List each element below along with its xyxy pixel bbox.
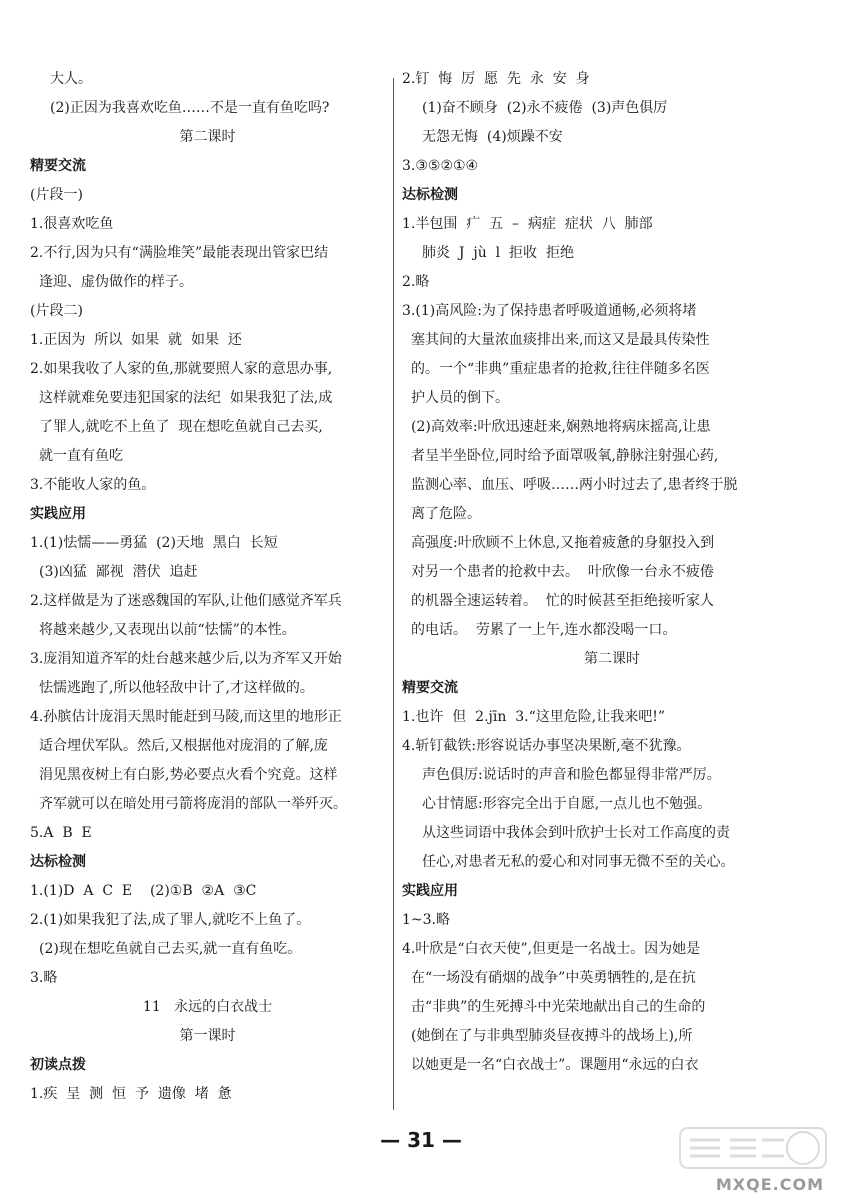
answer-line: 2.略 <box>402 274 430 290</box>
answer-line: 的。一个“非典”重症患者的抢救,往往伴随多名医 <box>411 361 710 377</box>
answer-line: 1.也许 但 2.jīn 3.“这里危险,让我来吧!” <box>402 709 665 725</box>
answer-line: 任心,对患者无私的爱心和对同事无微不至的关心。 <box>422 854 735 870</box>
answer-line: 4.叶欣是“白衣天使”,但更是一名战士。因为她是 <box>402 941 701 957</box>
section-heading: 精要交流 <box>30 158 86 174</box>
answer-line: 对另一个患者的抢救中去。 叶欣像一台永不疲倦 <box>411 564 714 580</box>
answer-line: 的机器全速运转着。 忙的时候甚至拒绝接听家人 <box>411 593 714 609</box>
answer-line: 2.这样做是为了迷惑魏国的军队,让他们感觉齐军兵 <box>30 593 342 609</box>
answer-line: 涓见黑夜树上有白影,势必要点火看个究竟。这样 <box>39 767 338 783</box>
section-heading: 实践应用 <box>402 883 458 899</box>
left-column <box>30 70 385 1114</box>
answer-line: (片段一) <box>30 187 83 203</box>
answer-line: 3.庞涓知道齐军的灶台越来越少后,以为齐军又开始 <box>30 651 342 667</box>
lesson-title: 第一课时 <box>179 1028 236 1044</box>
answer-line: 从这些词语中我体会到叶欣护士长对工作高度的责 <box>422 825 730 841</box>
answer-line: 怯懦逃跑了,所以他轻敌中计了,才这样做的。 <box>39 680 314 696</box>
answer-line: (3)凶猛 鄙视 潜伏 追赶 <box>39 564 198 580</box>
answer-line: 3.③⑤②①④ <box>402 158 479 174</box>
answer-line: (片段二) <box>30 303 83 319</box>
answer-line: 离了危险。 <box>411 506 481 522</box>
answer-line: 高强度:叶欣顾不上休息,又拖着疲惫的身躯投入到 <box>411 535 715 551</box>
answer-line: 监测心率、血压、呼吸……两小时过去了,患者终于脱 <box>411 477 738 493</box>
lesson-title: 第二课时 <box>584 651 640 667</box>
answer-line: 击“非典”的生死搏斗中光荣地献出自己的生命的 <box>411 999 706 1015</box>
answer-line: 1.半包围 疒 五 – 病症 症状 八 肺部 <box>402 216 653 232</box>
answer-line: (她倒在了与非典型肺炎昼夜搏斗的战场上),所 <box>411 1028 693 1044</box>
answer-line: 就一直有鱼吃 <box>39 448 123 464</box>
section-heading: 达标检测 <box>30 854 86 870</box>
answer-line: 塞其间的大量浓血痰排出来,而这又是最具传染性 <box>411 332 710 348</box>
section-heading: 实践应用 <box>30 506 86 522</box>
lesson-title: 11 永远的白衣战士 <box>142 999 273 1015</box>
answer-line: (2)现在想吃鱼就自己去买,就一直有鱼吃。 <box>39 941 302 957</box>
answer-line: 1.(1)怯懦——勇猛 (2)天地 黑白 长短 <box>30 535 278 551</box>
watermark-text: MXQE.COM <box>715 1175 824 1194</box>
answer-line: 以她更是一名“白衣战士”。课题用“永远的白衣 <box>411 1057 699 1073</box>
answer-line: 大人。 <box>50 71 92 87</box>
answer-line: 适合埋伏军队。然后,又根据他对庞涓的了解,庞 <box>39 738 328 754</box>
answer-line: 肺炎 J jù l 拒收 拒绝 <box>422 245 574 261</box>
answer-line: 2.钉 悔 厉 愿 先 永 安 身 <box>402 71 590 87</box>
answer-line: (2)正因为我喜欢吃鱼……不是一直有鱼吃吗? <box>50 100 330 116</box>
answer-line: 1.(1)D A C E (2)①B ②A ③C <box>30 883 257 899</box>
answer-line: 4.孙膑估计庞涓天黑时能赶到马陵,而这里的地形正 <box>30 709 342 725</box>
answer-line: 的电话。 劳累了一上午,连水都没喝一口。 <box>411 622 677 638</box>
page-number: — 31 — <box>380 1128 462 1152</box>
answer-line: 在“一场没有硝烟的战争”中英勇牺牲的,是在抗 <box>411 970 696 986</box>
answer-line: 无怨无悔 (4)烦躁不安 <box>422 129 563 145</box>
answer-line: 2.(1)如果我犯了法,成了罪人,就吃不上鱼了。 <box>30 912 311 928</box>
answer-line: 这样就难免要违犯国家的法纪 如果我犯了法,成 <box>39 390 333 406</box>
answer-line: 1~3.略 <box>402 912 450 928</box>
answer-line: 2.不行,因为只有“满脸堆笑”最能表现出管家巴结 <box>30 245 329 261</box>
answer-line: 5.A B E <box>30 825 92 841</box>
answer-line: (2)高效率:叶欣迅速赶来,娴熟地将病床摇高,让患 <box>411 419 711 435</box>
answer-line: 3.略 <box>30 970 58 986</box>
answer-line: 声色俱厉:说话时的声音和脸色都显得非常严厉。 <box>422 767 721 783</box>
section-heading: 精要交流 <box>402 680 458 696</box>
answer-line: 1.很喜欢吃鱼 <box>30 216 114 232</box>
answer-line: 心甘情愿:形容完全出于自愿,一点儿也不勉强。 <box>422 796 712 812</box>
answer-line: 2.如果我收了人家的鱼,那就要照人家的意思办事, <box>30 361 333 377</box>
column-divider <box>393 78 394 1110</box>
section-heading: 达标检测 <box>402 187 458 203</box>
answer-line: 3.不能收人家的鱼。 <box>30 477 156 493</box>
answer-line: (1)奋不顾身 (2)永不疲倦 (3)声色俱厉 <box>422 100 668 116</box>
answer-line: 3.(1)高风险:为了保持患者呼吸道通畅,必须将堵 <box>402 303 697 319</box>
answer-line: 将越来越少,又表现出以前“怯懦”的本性。 <box>39 622 296 638</box>
section-heading: 初读点拨 <box>30 1057 86 1073</box>
right-column <box>402 70 822 1085</box>
answer-line: 护人员的倒下。 <box>411 390 509 406</box>
answer-line: 逢迎、虚伪做作的样子。 <box>39 274 193 290</box>
answer-line: 齐军就可以在暗处用弓箭将庞涓的部队一举歼灭。 <box>39 796 347 812</box>
answer-line: 了罪人,就吃不上鱼了 现在想吃鱼就自己去买, <box>39 419 323 435</box>
answer-line: 1.疾 呈 测 恒 予 遗像 堵 惫 <box>30 1086 232 1102</box>
lesson-title: 第二课时 <box>179 129 236 145</box>
answer-line: 1.正因为 所以 如果 就 如果 还 <box>30 332 242 348</box>
answer-line: 4.斩钉截铁:形容说话办事坚决果断,毫不犹豫。 <box>402 738 691 754</box>
answer-line: 者呈半坐卧位,同时给予面罩吸氧,静脉注射强心药, <box>411 448 719 464</box>
